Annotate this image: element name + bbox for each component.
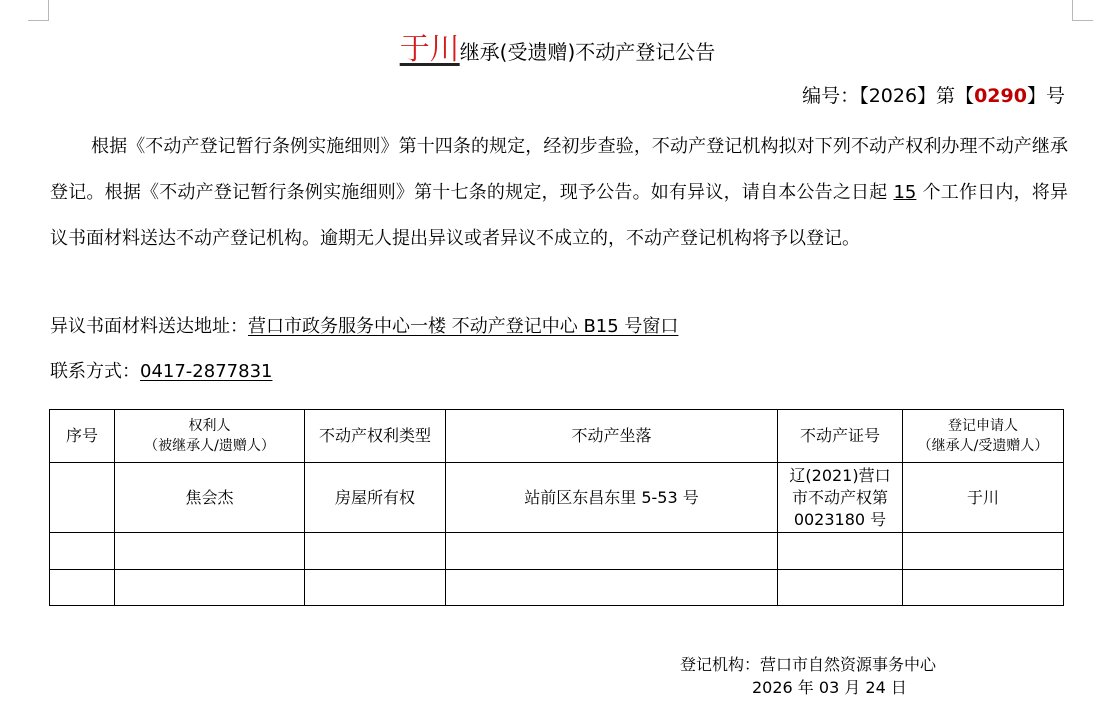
notice-body [50, 124, 1068, 262]
serial-label: 编号： [802, 85, 860, 107]
serial-value: 0290 [974, 85, 1027, 107]
table-row-empty [50, 533, 1064, 570]
title-text: 继承(受遗赠)不动产登记公告 [459, 40, 716, 64]
serial-di: 第 [936, 85, 956, 107]
cell-cert-no: 辽(2021)营口市不动产权第 0023180 号 [778, 463, 903, 533]
contact-label: 联系方式： [50, 361, 140, 382]
table-row-empty [50, 570, 1064, 606]
contact-phone: 0417-2877831 [140, 361, 273, 382]
objection-days: 15 [893, 182, 917, 203]
notice-text-part1: 根据《不动产登记暂行条例实施细则》第十四条的规定，经初步查验，不动产登记机构拟对下列不动产权利办理不动产继承登记。根据《不动产登记暂行条例实施细则》第十七条的规定，现予公告。如有异议，请自本公告之日起 [50, 136, 1068, 203]
notice-paragraph [50, 124, 1068, 262]
table-header-row [50, 410, 1064, 463]
address-label: 异议书面材料送达地址： [50, 316, 248, 337]
serial-close-bracket: 】 [1026, 85, 1046, 107]
notice-title [0, 30, 1115, 72]
page-corner-mark-top-right [1072, 0, 1093, 21]
cell-seq [50, 463, 115, 533]
cell-applicant: 于川 [903, 463, 1064, 533]
registration-authority: 登记机构：营口市自然资源事务中心 [680, 655, 937, 674]
registration-table [49, 409, 1064, 606]
header-applicant-sub: （继承人/受遗赠人） [917, 438, 1049, 454]
header-seq: 序号 [50, 410, 115, 463]
notice-text-part2: 个工作日内，将异议书面材料送达不动产登记机构。逾期无人提出异议或者异议不成立的，不动产登记机构将予以登记。 [50, 182, 1069, 249]
contact-info [50, 357, 278, 387]
address-value: 营口市政务服务中心一楼 不动产登记中心 B15 号窗口 [248, 316, 679, 337]
title-person-name: 于川 [399, 32, 460, 67]
page-corner-mark-top-left [28, 0, 49, 21]
notice-date: 2026 年 03 月 24 日 [752, 678, 907, 697]
table-row [50, 463, 1064, 533]
header-right-type: 不动产权利类型 [305, 410, 446, 463]
header-location: 不动产坐落 [446, 410, 778, 463]
cell-right-type: 房屋所有权 [305, 463, 446, 533]
serial-hao: 号 [1045, 85, 1065, 107]
header-cert-no: 不动产证号 [778, 410, 903, 463]
header-applicant-main: 登记申请人 [948, 418, 1018, 434]
header-owner-sub: （被继承人/遗赠人） [144, 438, 275, 454]
serial-open-bracket: 【 [955, 85, 975, 107]
header-owner [115, 410, 305, 463]
serial-number [802, 82, 1065, 110]
cell-owner: 焦会杰 [115, 463, 305, 533]
serial-year: 【2026】 [859, 85, 937, 107]
header-applicant [903, 410, 1064, 463]
objection-address [50, 312, 678, 342]
cell-location: 站前区东昌东里 5-53 号 [446, 463, 778, 533]
header-owner-main: 权利人 [188, 418, 231, 434]
